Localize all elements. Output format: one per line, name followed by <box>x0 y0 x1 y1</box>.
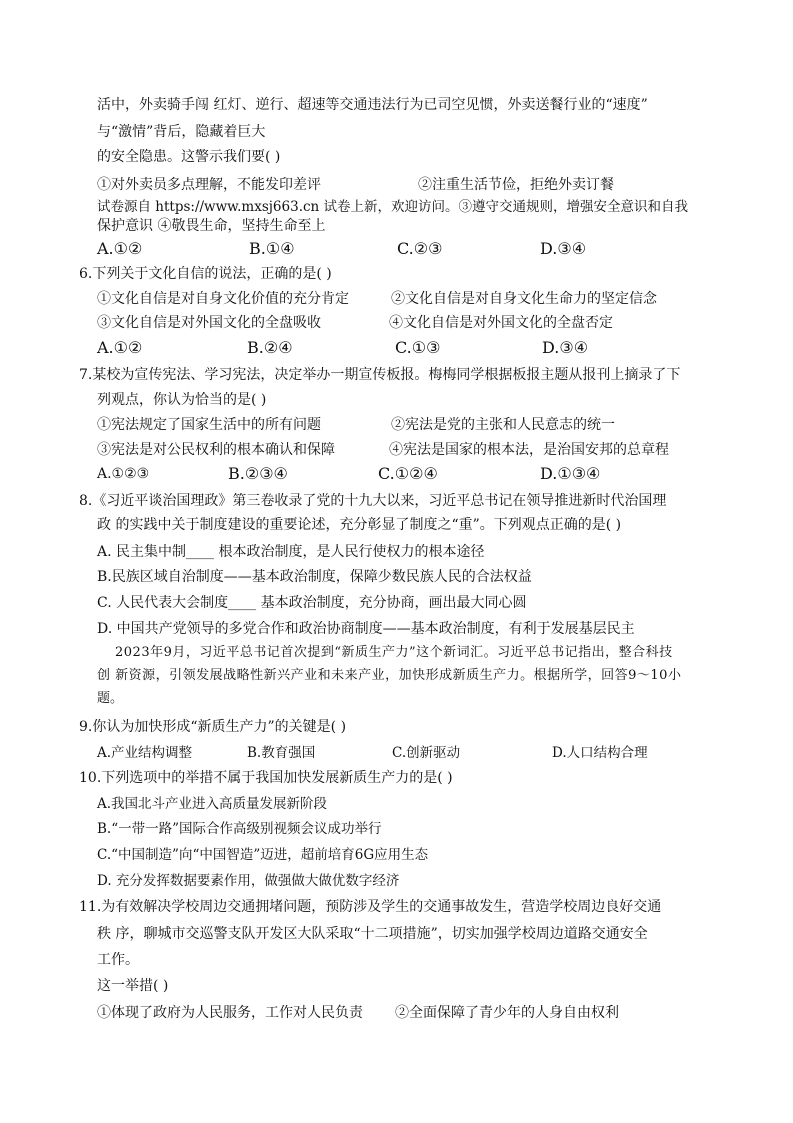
q5-option-b: B.①④ <box>249 239 295 258</box>
q11-statement-2: ②全面保障了青少年的人身自由权利 <box>395 1005 619 1021</box>
q6-statement-3: ③文化自信是对外国文化的全盘吸收 <box>97 315 321 331</box>
statement-4-line: 保护意识 ④敬畏生命，坚持生命至上 <box>97 218 326 234</box>
question-11-line-3: 工作。 <box>97 952 139 968</box>
question-7-line-1: 7.某校为宣传宪法、学习宪法，决定举办一期宣传板报。梅梅同学根据板报主题从报刊上摘录了下 <box>79 367 681 383</box>
q6-statement-4: ④文化自信是对外国文化的全盘否定 <box>389 315 613 331</box>
question-11-stem: 这一举措( ) <box>97 978 169 994</box>
q7-option-c: C.①②④ <box>378 464 438 483</box>
passage-line-2: 与“激情”背后，隐藏着巨大 <box>97 124 266 140</box>
q11-statement-1: ①体现了政府为人民服务，工作对人民负责 <box>97 1005 363 1021</box>
q8-option-c: C. 人民代表大会制度____ 基本政治制度，充分协商，画出最大同心圆 <box>97 595 527 611</box>
q7-option-a: A.①②③ <box>97 466 150 482</box>
question-10: 10.下列选项中的举措不属于我国加快发展新质生产力的是( ) <box>79 770 453 786</box>
q7-statement-2: ②宪法是党的主张和人民意志的统一 <box>391 417 615 433</box>
question-9: 9.你认为加快形成“新质生产力”的关键是( ) <box>79 719 347 735</box>
q9-option-c: C.创新驱动 <box>392 745 461 761</box>
q9-option-d: D.人口结构合理 <box>552 745 648 761</box>
q6-option-a: A.①② <box>97 338 143 357</box>
question-11-line-1: 11.为有效解决学校周边交通拥堵问题，预防涉及学生的交通事故发生，营造学校周边良好交通 <box>79 899 662 915</box>
material-line-1: 2023年9月，习近平总书记首次提到“新质生产力”这个新词汇。习近平总书记指出，整合科技 <box>115 645 673 660</box>
q9-option-a: A.产业结构调整 <box>97 745 193 761</box>
q8-option-d: D. 中国共产党领导的多党合作和政治协商制度——基本政治制度，有利于发展基层民主 <box>97 621 635 637</box>
question-11-line-2: 秩 序，聊城市交巡警支队开发区大队采取“十二项措施”，切实加强学校周边道路交通安全 <box>97 926 648 942</box>
statement-1: ①对外卖员多点理解，不能发印差评 <box>97 177 321 193</box>
q10-option-b: B.“一带一路”国际合作高级别视频会议成功举行 <box>97 821 382 837</box>
question-stem: 的安全隐患。这警示我们要( ) <box>97 149 281 165</box>
statement-2: ②注重生活节俭，拒绝外卖订餐 <box>418 177 614 193</box>
q8-option-b: B.民族区域自治制度——基本政治制度，保障少数民族人民的合法权益 <box>97 569 532 585</box>
q6-statement-1: ①文化自信是对自身文化价值的充分肯定 <box>97 291 349 307</box>
q6-option-b: B.②④ <box>247 338 293 357</box>
q9-option-b: B.教育强国 <box>247 745 316 761</box>
material-line-2: 创 新资源，引领发展战略性新兴产业和未来产业，加快形成新质生产力。根据所学，回答9～10小 <box>97 668 682 683</box>
passage-line-1: 活中，外卖骑手闯 红灯、逆行、超速等交通违法行为已司空见惯，外卖送餐行业的“速度” <box>97 97 648 113</box>
q10-option-c: C.“中国制造”向“中国智造”迈进，超前培育6G应用生态 <box>97 847 429 863</box>
question-8-line-1: 8.《习近平谈治国理政》第三卷收录了党的十九大以来，习近平总书记在领导推进新时代治国理 <box>79 493 667 509</box>
q10-option-a: A.我国北斗产业进入高质量发展新阶段 <box>97 796 328 812</box>
q5-option-a: A.①② <box>97 239 143 258</box>
q7-statement-3: ③宪法是对公民权利的根本确认和保障 <box>97 442 335 458</box>
material-line-3: 题。 <box>97 691 124 706</box>
source-line: 试卷源自 https://www.mxsj663.cn 试卷上新，欢迎访问。③遵守交通规则，增强安全意识和自我 <box>97 199 689 215</box>
q6-option-c: C.①③ <box>395 338 441 357</box>
q5-option-d: D.③④ <box>540 239 587 258</box>
question-7-line-2: 列观点，你认为恰当的是( ) <box>97 392 267 408</box>
q5-option-c: C.②③ <box>397 239 443 258</box>
q6-statement-2: ②文化自信是对自身文化生命力的坚定信念 <box>391 291 657 307</box>
q10-option-d: D. 充分发挥数据要素作用，做强做大做优数字经济 <box>97 873 400 889</box>
q7-statement-4: ④宪法是国家的根本法，是治国安邦的总章程 <box>389 442 669 458</box>
q8-option-a: A. 民主集中制____ 根本政治制度，是人民行使权力的根本途径 <box>97 544 485 560</box>
q7-option-b: B.②③④ <box>228 464 288 483</box>
q6-option-d: D.③④ <box>542 338 589 357</box>
question-6: 6.下列关于文化自信的说法，正确的是( ) <box>79 266 332 282</box>
question-8-line-2: 政 的实践中关于制度建设的重要论述，充分彰显了制度之“重”。下列观点正确的是( ) <box>97 517 622 533</box>
q7-statement-1: ①宪法规定了国家生活中的所有问题 <box>97 417 321 433</box>
q7-option-d: D.①③④ <box>540 464 601 483</box>
